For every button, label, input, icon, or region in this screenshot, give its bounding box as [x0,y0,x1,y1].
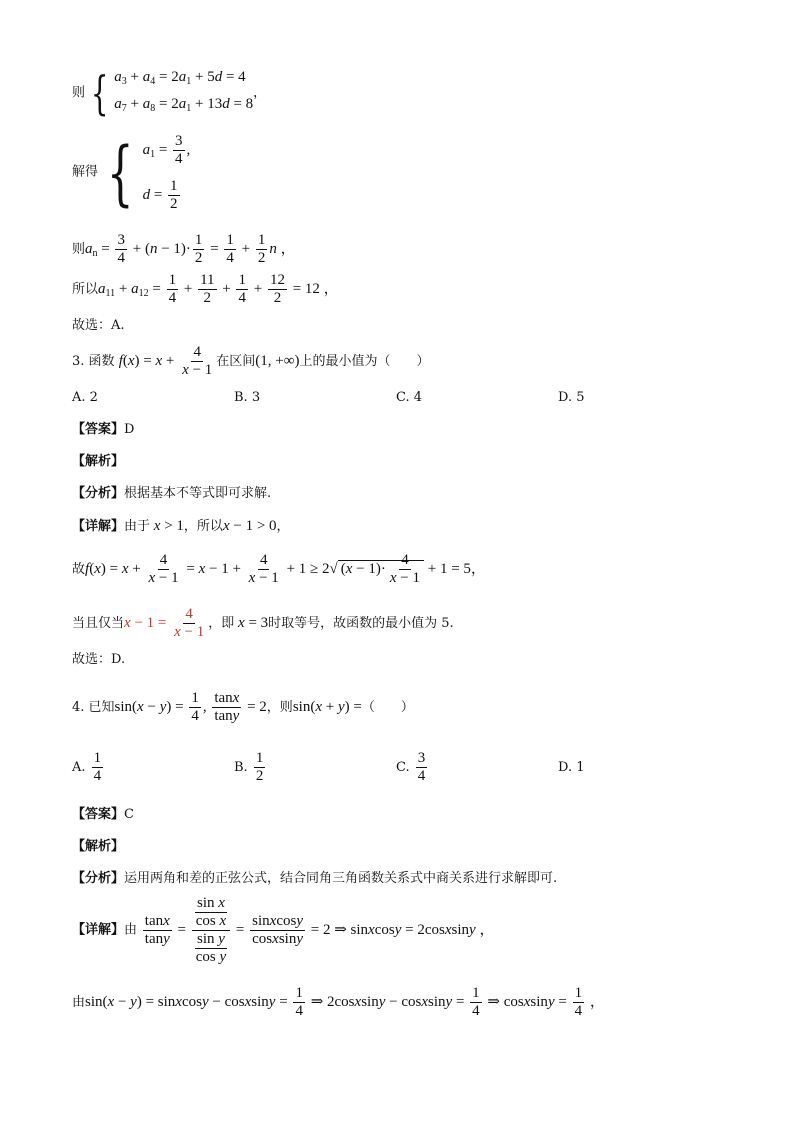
q3-fenxi: 【分析】根据基本不等式即可求解. [72,486,272,501]
q3-xiangjie: 【详解】由于 x > 1，所以x − 1 > 0， [72,518,290,534]
q4-xiangjie: 【详解】由 $\frac{\tan x}{\tan y}$ = $\frac{\frac{\text{sin x}}{\text{cos x}}}{\frac{\text{sin y}}{\text{cos y}}}$ = $\frac{\text{sinxcosy}}{\text{cosxsiny}}$ = 2 ⇒ sinxcosy = 2cosxsiny ， [72,895,495,965]
q3-analysis-tag: 【解析】 [72,454,125,469]
q4-option-b[interactable]: B. $\frac{1}{2}$ [234,750,264,784]
sum-formula: 所以$a_{11} + a_{12}$ = $\frac{1}{4}$ + $\frac{11}{2}$ + $\frac{1}{4}$ + $\frac{12}{2}$ = 12 ， [72,272,339,306]
q3-option-a[interactable]: A. 2 [72,390,98,405]
q4-number: 4. 已知 [72,699,115,715]
q3-option-b[interactable]: B. 3 [234,390,261,405]
solution-system: 解得 { $a_1$ = $\frac{3}{4}$ , d = $\frac{1}{2}$ [72,131,191,214]
label-ze: 则 [72,85,86,101]
q2-choice: 故选：A. [72,318,125,333]
q3-choice: 故选：D. [72,652,126,667]
q3-number: 3. 函数 [72,353,115,369]
question-3: 3. 函数 f(x) = x + $\frac{4}{x - 1}$ 在区间(1, +∞)上的最小值为（ ） [72,344,430,378]
q3-answer: 【答案】D [72,422,135,437]
label-jiede: 解得 [72,164,99,180]
q4-fenxi: 【分析】运用两角和差的正弦公式，结合同角三角函数关系式中商关系进行求解即可. [72,871,558,886]
q4-answer: 【答案】C [72,807,134,822]
q4-option-c[interactable]: C. $\frac{3}{4}$ [396,750,426,784]
q4-derivation: 由sin(x − y) = sinxcosy − cosxsiny = $\frac{1}{4}$ ⇒ 2cosxsiny − cosxsiny = $\frac{1}{4}$ ⇒ cosxsiny = $\frac{1}{4}$ ， [72,985,605,1019]
system-equations: 则 { $a_3 + a_4 = 2a_1 + 5d = 4$ $a_7 + a_8 = 2a_1 + 13d = 8$ ， [72,66,267,120]
q3-option-d[interactable]: D. 5 [558,390,585,405]
q4-analysis-tag: 【解析】 [72,839,125,854]
label-suoyi: 所以 [72,281,99,297]
q4-option-a[interactable]: A. $\frac{1}{4}$ [72,750,102,784]
q4-option-d[interactable]: D. 1 [558,760,585,775]
question-4: 4. 已知sin(x − y) = $\frac{1}{4}$ , $\frac{\tan x}{\tan y}$ = 2，则sin(x + y) =（ ） [72,690,414,724]
q3-inequality: 故f(x) = x + $\frac{4}{x - 1}$ = x − 1 + $\frac{4}{x - 1}$ + 1 ≥ 2√ (x − 1)· $\frac{4}{x - 1}$ + 1 = 5， [72,552,486,586]
an-formula: 则$a_n$ = $\frac{3}{4}$ + (n − 1)· $\frac{1}{2}$ = $\frac{1}{4}$ + $\frac{1}{2}$ n ， [72,232,296,266]
q3-equality: 当且仅当x − 1 = $\frac{4}{x - 1}$ ，即 x = 3时取等号，故函数的最小值为 5. [72,606,454,640]
q3-option-c[interactable]: C. 4 [396,390,423,405]
